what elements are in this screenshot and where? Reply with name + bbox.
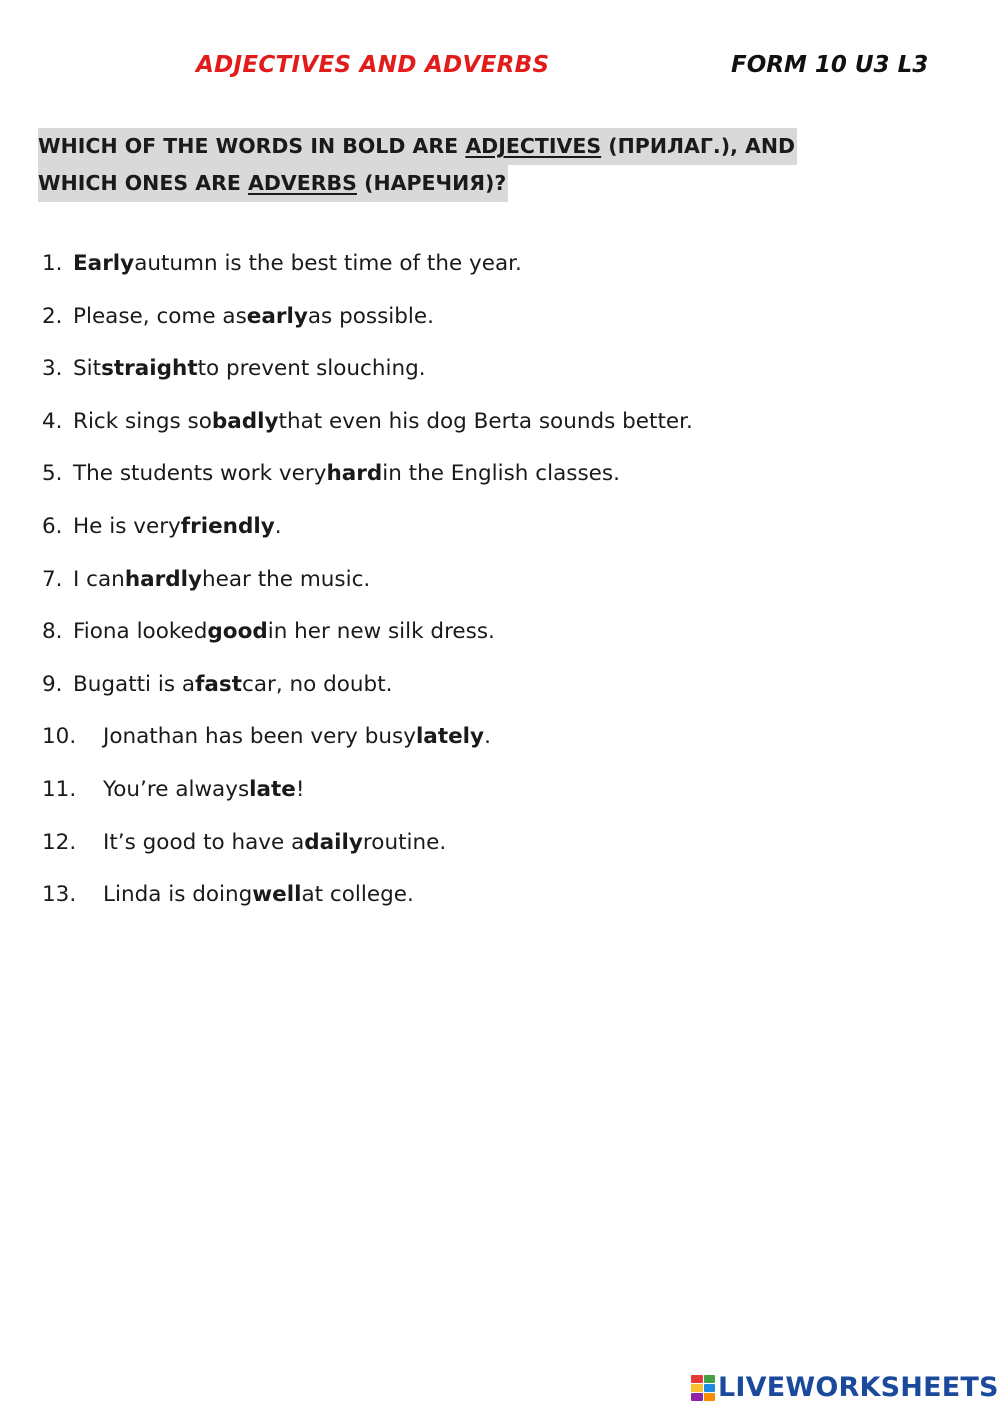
question-number: 12. — [42, 829, 77, 855]
bold-word: lately — [415, 724, 485, 750]
bold-word: late — [249, 776, 296, 802]
bold-word: early — [246, 303, 308, 329]
question-item — [42, 824, 942, 877]
question-text: . — [274, 513, 282, 539]
question-item — [42, 350, 942, 403]
question-item — [42, 298, 942, 351]
question-text: Please, come as — [73, 303, 247, 329]
question-text: autumn is the best time of the year. — [134, 251, 522, 276]
question-item — [42, 876, 942, 929]
instruction-text: WHICH OF THE WORDS IN BOLD ARE — [38, 134, 466, 158]
instruction-text: WHICH ONES ARE — [38, 171, 249, 195]
bold-word: hardly — [124, 566, 203, 592]
bold-word: well — [252, 882, 302, 908]
question-number: 5. — [42, 461, 63, 487]
bold-word: good — [207, 619, 268, 645]
liveworksheets-logo — [691, 1372, 999, 1403]
question-text: Fiona looked — [73, 619, 208, 645]
form-label: FORM 10 U3 L3 — [731, 52, 929, 78]
question-number: 1. — [42, 251, 63, 276]
instruction — [38, 128, 918, 202]
bold-word: Early — [73, 251, 135, 276]
question-number: 9. — [42, 671, 63, 697]
question-item — [42, 613, 942, 666]
instruction-text: (ПРИЛАГ.), AND — [601, 134, 796, 158]
question-text: Rick sings so — [73, 408, 212, 434]
liveworksheets-logo-icon — [691, 1375, 715, 1401]
worksheet-title: ADJECTIVES AND ADVERBS — [196, 52, 550, 78]
bold-word: hard — [326, 461, 383, 487]
question-number: 7. — [42, 566, 63, 592]
question-text: The students work very — [73, 461, 327, 487]
bold-word: badly — [211, 408, 279, 434]
question-text: to prevent slouching. — [197, 356, 426, 382]
question-item — [42, 245, 942, 298]
question-item — [42, 455, 942, 508]
question-text: . — [484, 724, 491, 750]
question-text: that even his dog Berta sounds better. — [278, 408, 693, 434]
question-item — [42, 403, 942, 456]
logo-text: LIVEWORKSHEETS — [718, 1372, 999, 1403]
question-number: 13. — [42, 882, 77, 908]
question-text: at college. — [301, 882, 414, 908]
question-text: Bugatti is a — [73, 671, 196, 697]
instruction-line-2 — [38, 165, 508, 202]
instruction-text: (НАРЕЧИЯ)? — [356, 171, 507, 195]
instruction-line-1 — [38, 128, 797, 165]
question-text: in her new silk dress. — [267, 619, 495, 645]
question-text: You’re always — [103, 776, 250, 802]
bold-word: daily — [304, 829, 363, 855]
question-item — [42, 771, 942, 824]
question-number: 11. — [42, 776, 77, 802]
question-item — [42, 561, 942, 614]
question-item — [42, 718, 942, 771]
question-number: 2. — [42, 303, 63, 329]
instruction-adverbs: ADVERBS — [248, 171, 357, 195]
question-text: ! — [295, 776, 305, 802]
question-item — [42, 666, 942, 719]
question-item — [42, 508, 942, 561]
question-text: Linda is doing — [103, 882, 253, 908]
instruction-adjectives: ADJECTIVES — [465, 134, 602, 158]
question-text: He is very — [73, 513, 181, 539]
question-number: 6. — [42, 513, 63, 539]
question-text: It’s good to have a — [103, 829, 305, 855]
question-text: in the English classes. — [382, 461, 620, 487]
question-text: routine. — [362, 829, 447, 855]
question-text: car, no doubt. — [242, 671, 393, 697]
question-number: 10. — [42, 724, 77, 750]
question-text: Jonathan has been very busy — [103, 724, 416, 750]
question-list — [42, 245, 942, 929]
question-number: 4. — [42, 408, 63, 434]
question-text: Sit — [73, 356, 102, 382]
question-number: 8. — [42, 619, 63, 645]
question-text: hear the music. — [202, 566, 371, 592]
question-text: as possible. — [307, 303, 434, 329]
bold-word: fast — [195, 671, 242, 697]
question-number: 3. — [42, 356, 63, 382]
bold-word: friendly — [180, 513, 275, 539]
question-text: I can — [73, 566, 125, 592]
bold-word: straight — [101, 356, 198, 382]
